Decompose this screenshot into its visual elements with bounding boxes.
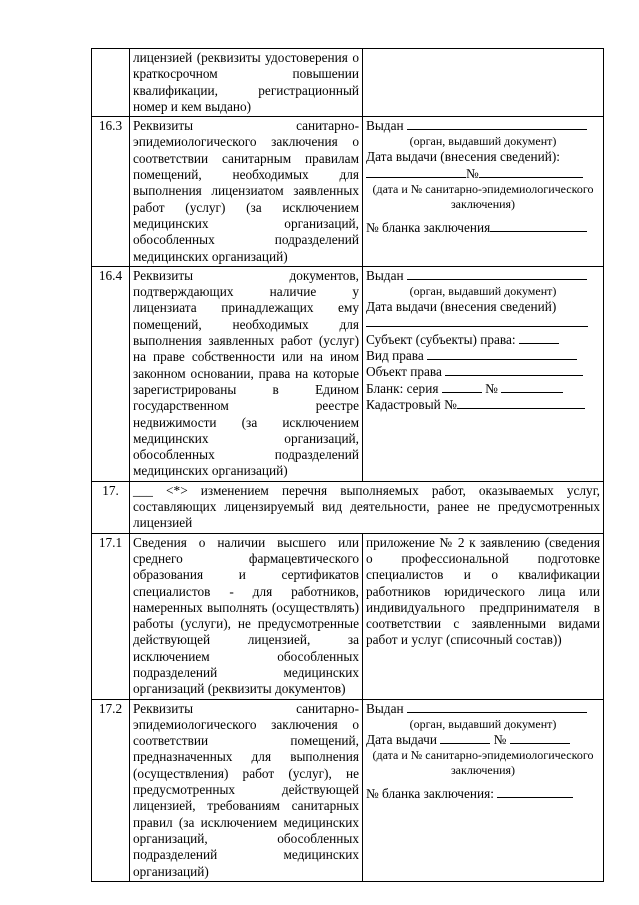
blank-number-field[interactable] — [366, 786, 600, 802]
issued-label: Выдан — [366, 700, 404, 716]
row-description: лицензией (реквизиты удостоверения о краткосрочном повышении квалификации, регистрационный номер и кем выдано) — [130, 49, 363, 117]
form-series-label: Бланк: серия — [366, 380, 439, 396]
row-text: ___ <*> изменением перечня выполняемых работ, оказываемых услуг, составляющих лицензируемый вид деятельности, ранее не предусмотренных лицензией — [130, 481, 604, 533]
date-number-field[interactable] — [366, 732, 600, 748]
row-number: 17.2 — [92, 699, 130, 881]
issued-label: Выдан — [366, 267, 404, 283]
table-row — [92, 481, 604, 533]
cadastral-label: Кадастровый № — [366, 396, 457, 412]
row-description: Реквизиты документов, подтверждающих наличие у лицензиата принадлежащих ему помещений, необходимых для выполнения заявленных работ (услуг) на праве собственности или на ином законном основании, права на которые зарегистрированы в Едином государственном реестре недвижимости (за исключением медицинских организаций, обособленных подразделений медицинских организаций) — [130, 266, 363, 481]
subject-field[interactable] — [366, 332, 600, 348]
table-row — [92, 266, 604, 481]
row-description: Реквизиты санитарно-эпидемиологического заключения о соответствии помещений, предназначенных для выполнения (осуществления) работ (услуг), не предусмотренных действующей лицензией, требованиям санитарных правил (за исключением медицинских организаций, обособленных подразделений медицинских организаций) — [130, 699, 363, 881]
right-object-label: Объект права — [366, 364, 442, 380]
table-row — [92, 533, 604, 699]
table-row — [92, 49, 604, 117]
form-number-label: № — [485, 380, 498, 396]
date-number-caption: (дата и № санитарно-эпидемиологического заключения) — [372, 182, 594, 212]
table-row — [92, 699, 604, 881]
row-description: Сведения о наличии высшего или среднего фармацевтического образования и сертификатов специалистов - для работников, намеренных выполнять (осуществлять) работы (услуги), не предусмотренные действующей лицензией, за исключением обособленных подразделений медицинских организаций (реквизиты документов) — [130, 533, 363, 699]
row-number-cell — [92, 49, 130, 117]
row-number: 17. — [92, 481, 130, 533]
subject-label: Субъект (субъекты) права: — [366, 331, 516, 347]
row-value-cell — [363, 49, 604, 117]
issued-field[interactable] — [366, 701, 600, 717]
date-number-caption: (дата и № санитарно-эпидемиологического заключения) — [372, 748, 594, 778]
table-row — [92, 117, 604, 267]
blank-number-label: № бланка заключения — [366, 220, 491, 236]
blank-number-field[interactable] — [366, 220, 600, 236]
issued-label: Выдан — [366, 118, 404, 134]
date-field[interactable] — [366, 315, 600, 331]
issued-field[interactable] — [366, 268, 600, 284]
row-value: приложение № 2 к заявлению (сведения о профессиональной подготовке специалистов и о квалификации работников юридического лица или индивидуального предпринимателя в соответствии с заявленными видами работ и услуг (списочный состав)) — [363, 533, 604, 699]
issued-caption: (орган, выдавший документ) — [409, 716, 557, 731]
application-form-table — [91, 48, 604, 882]
right-type-field[interactable] — [366, 348, 600, 364]
date-label: Дата выдачи — [366, 731, 437, 747]
issued-caption: (орган, выдавший документ) — [409, 284, 557, 299]
issued-caption: (орган, выдавший документ) — [409, 134, 557, 149]
row-description: Реквизиты санитарно-эпидемиологического заключения о соответствии санитарным правилам помещений, необходимых для выполнения лицензиатом заявленных работ (услуг) (за исключением медицинских организаций, обособленных подразделений медицинских организаций) — [130, 117, 363, 267]
row-number: 16.3 — [92, 117, 130, 267]
issued-field[interactable] — [366, 118, 600, 134]
cadastral-field[interactable] — [366, 397, 600, 413]
number-label: № — [493, 731, 507, 747]
blank-number-label: № бланка заключения: — [366, 786, 494, 802]
row-value-cell — [363, 699, 604, 881]
row-value-cell — [363, 117, 604, 267]
form-series-field[interactable] — [366, 381, 600, 397]
right-object-field[interactable] — [366, 364, 600, 380]
date-number-field[interactable] — [366, 166, 600, 182]
row-value-cell — [363, 266, 604, 481]
date-label: Дата выдачи (внесения сведений) — [366, 299, 557, 315]
row-number: 16.4 — [92, 266, 130, 481]
number-label: № — [466, 165, 479, 181]
right-type-label: Вид права — [366, 348, 424, 364]
row-number: 17.1 — [92, 533, 130, 699]
date-label: Дата выдачи (внесения сведений): — [366, 149, 560, 165]
